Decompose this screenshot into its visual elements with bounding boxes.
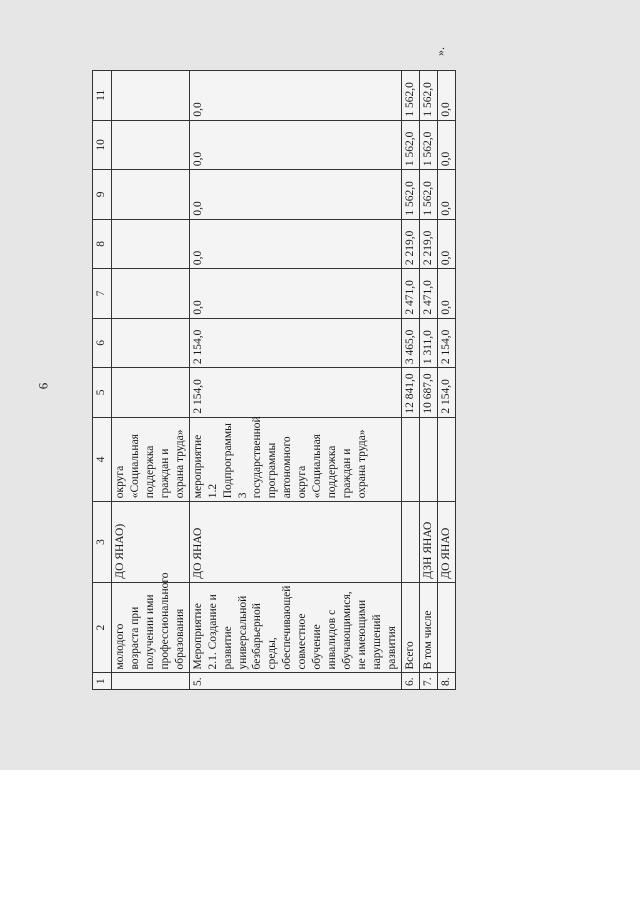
table-cell (112, 219, 190, 269)
table-cell: Всего (401, 582, 419, 673)
table-cell: 8. (437, 673, 455, 690)
table-cell: 5 (93, 368, 112, 418)
table-cell (112, 368, 190, 418)
table-cell: 2 154,0 (189, 368, 401, 418)
table-cell: 2 154,0 (437, 368, 455, 418)
table-cell: ДО ЯНАО (437, 502, 455, 582)
table-cell (401, 417, 419, 502)
table-cell: 2 (93, 582, 112, 673)
table-cell: 0,0 (189, 120, 401, 170)
table-cell: округа «Социальная поддержка граждан и охрана труда» (112, 417, 190, 502)
budget-table (92, 70, 456, 690)
table-cell: 1 562,0 (419, 71, 437, 121)
table-cell: 1 562,0 (401, 120, 419, 170)
table-cell (112, 71, 190, 121)
table-header-row (93, 71, 112, 690)
table-cell (112, 170, 190, 220)
table-cell: 1 562,0 (419, 120, 437, 170)
table-cell: 1 562,0 (401, 170, 419, 220)
table-cell: 3 465,0 (401, 318, 419, 368)
table-cell (112, 673, 190, 690)
closing-quote-mark: ». (433, 47, 447, 56)
table-cell: 1 (93, 673, 112, 690)
table-cell: ДО ЯНАО (189, 502, 401, 582)
table-cell (437, 582, 455, 673)
table-cell: 10 (93, 120, 112, 170)
table-cell: 4 (93, 417, 112, 502)
table-cell (112, 269, 190, 319)
table-cell: 2 154,0 (437, 318, 455, 368)
table-cell: 3 (93, 502, 112, 582)
table-cell: 2 154,0 (189, 318, 401, 368)
table-cell: 0,0 (437, 120, 455, 170)
table-cell: 0,0 (189, 71, 401, 121)
table-cell: 0,0 (189, 219, 401, 269)
table-cell: 9 (93, 170, 112, 220)
table-cell: 1 311,0 (419, 318, 437, 368)
table-cell (437, 417, 455, 502)
table-cell: 1 562,0 (401, 71, 419, 121)
table-cell: 8 (93, 219, 112, 269)
table-cell: 1 562,0 (419, 170, 437, 220)
table-cell: мероприятие 1.2 Подпрограммы 3 государственной программы автономного округа «Социальная поддержка граждан и охрана труда» (189, 417, 401, 502)
table-cell: 0,0 (437, 219, 455, 269)
table-cell: 10 687,0 (419, 368, 437, 418)
table-cell (419, 417, 437, 502)
table-cell (112, 318, 190, 368)
table-row (437, 71, 455, 690)
table-cell: 12 841,0 (401, 368, 419, 418)
table-cell: ДО ЯНАО) (112, 502, 190, 582)
table-cell: 11 (93, 71, 112, 121)
table-cell (112, 120, 190, 170)
table-cell: 0,0 (437, 71, 455, 121)
table-body (93, 71, 456, 690)
table-cell: 6. (401, 673, 419, 690)
rotated-table-wrapper (92, 70, 452, 690)
table-cell: 0,0 (189, 170, 401, 220)
page-number: 6 (35, 382, 51, 390)
table-row (112, 71, 190, 690)
table-cell: ДЗН ЯНАО (419, 502, 437, 582)
table-cell: молодого возраста при получении ими профессионального образования (112, 582, 190, 673)
table-cell: 0,0 (437, 170, 455, 220)
table-cell: 2 471,0 (401, 269, 419, 319)
table-cell: 2 471,0 (419, 269, 437, 319)
table-cell (401, 502, 419, 582)
table-row (401, 71, 419, 690)
table-cell: 7 (93, 269, 112, 319)
table-cell: 7. (419, 673, 437, 690)
table-cell: В том числе (419, 582, 437, 673)
table-cell: 0,0 (189, 269, 401, 319)
table-row (189, 71, 401, 690)
table-cell: 0,0 (437, 269, 455, 319)
table-cell: 6 (93, 318, 112, 368)
table-cell: Мероприятие 2.1. Создание и развитие универсальной безбарьерной среды, обеспечивающей совместное обучение инвалидов с обучающимися, не имеющими нарушений развития (189, 582, 401, 673)
table-cell: 2 219,0 (401, 219, 419, 269)
table-cell: 5. (189, 673, 401, 690)
table-row (419, 71, 437, 690)
table-cell: 2 219,0 (419, 219, 437, 269)
